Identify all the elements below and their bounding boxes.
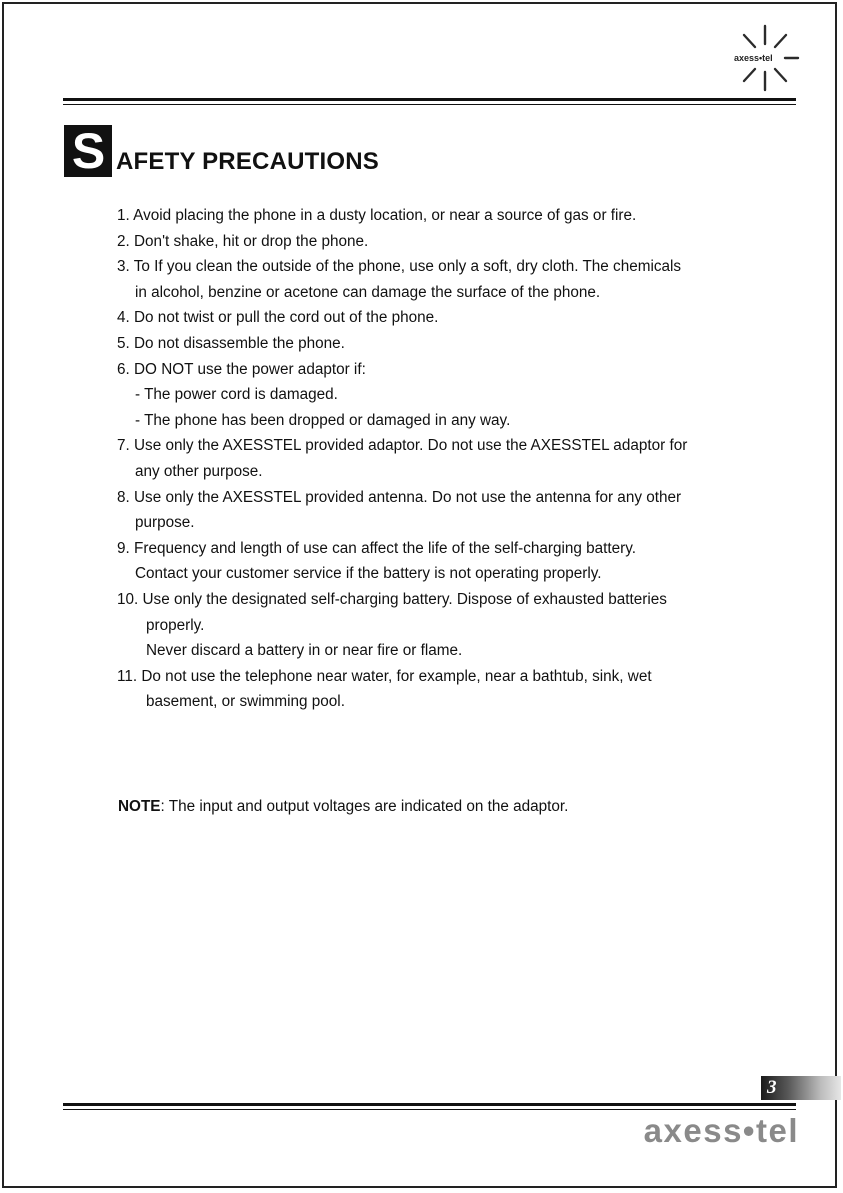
list-item-line: 5. Do not disassemble the phone.: [117, 334, 345, 352]
list-item-continuation: Never discard a battery in or near fire or flame.: [146, 642, 463, 660]
note: [118, 794, 568, 820]
list-item: [117, 485, 777, 536]
brand-logo: [728, 22, 800, 94]
list-item-line: 3. To If you clean the outside of the phone, use only a soft, dry cloth. The chemicals: [117, 258, 682, 276]
list-subitem: - The phone has been dropped or damaged in any way.: [135, 411, 511, 429]
list-item-continuation: basement, or swimming pool.: [146, 693, 345, 711]
logo-text: axess•tel: [734, 53, 773, 63]
list-item: [117, 229, 777, 255]
precautions-list: [117, 203, 777, 715]
list-item-line: 2. Don't shake, hit or drop the phone.: [117, 232, 369, 250]
list-item-continuation: properly.: [146, 616, 205, 634]
list-item-continuation: any other purpose.: [135, 462, 263, 480]
note-text: : The input and output voltages are indicated on the adaptor.: [160, 798, 569, 815]
list-item: [117, 664, 777, 715]
starburst-logo-icon: [728, 22, 800, 94]
list-item: [117, 203, 777, 229]
list-item-line: 10. Use only the designated self-charging battery. Dispose of exhausted batteries: [117, 590, 667, 608]
list-item: [117, 433, 777, 484]
note-label: NOTE: [118, 798, 161, 815]
list-item-line: 4. Do not twist or pull the cord out of the phone.: [117, 309, 439, 327]
list-item-continuation: Contact your customer service if the battery is not operating properly.: [135, 565, 602, 583]
list-item: [117, 331, 777, 357]
page-number: 3: [767, 1077, 777, 1098]
header-rule-thin: [63, 104, 796, 105]
list-item-line: 6. DO NOT use the power adaptor if:: [117, 360, 366, 378]
list-subitem: - The power cord is damaged.: [135, 386, 338, 404]
list-item-continuation: in alcohol, benzine or acetone can damage the surface of the phone.: [135, 283, 601, 301]
list-item: [117, 587, 777, 664]
list-item: [117, 536, 777, 587]
list-item-line: 9. Frequency and length of use can affect the life of the self-charging battery.: [117, 539, 636, 557]
list-item-line: 7. Use only the AXESSTEL provided adaptor. Do not use the AXESSTEL adaptor for: [117, 437, 688, 455]
section-title: [64, 125, 379, 177]
title-text: AFETY PRECAUTIONS: [116, 148, 379, 175]
list-item-line: 8. Use only the AXESSTEL provided antenna. Do not use the antenna for any other: [117, 488, 682, 506]
list-item: [117, 305, 777, 331]
title-drop-cap: S: [64, 125, 112, 177]
list-item-line: 1. Avoid placing the phone in a dusty location, or near a source of gas or fire.: [117, 207, 637, 224]
footer-rule-thick: [63, 1103, 796, 1106]
list-item-line: 11. Do not use the telephone near water, for example, near a bathtub, sink, wet: [117, 667, 652, 685]
list-item: [117, 357, 777, 434]
footer-brand-logo: axess•tel: [643, 1112, 799, 1149]
list-item-continuation: purpose.: [135, 514, 195, 532]
list-item: [117, 254, 777, 305]
header-rule-thick: [63, 98, 796, 101]
footer-rule-thin: [63, 1109, 796, 1110]
